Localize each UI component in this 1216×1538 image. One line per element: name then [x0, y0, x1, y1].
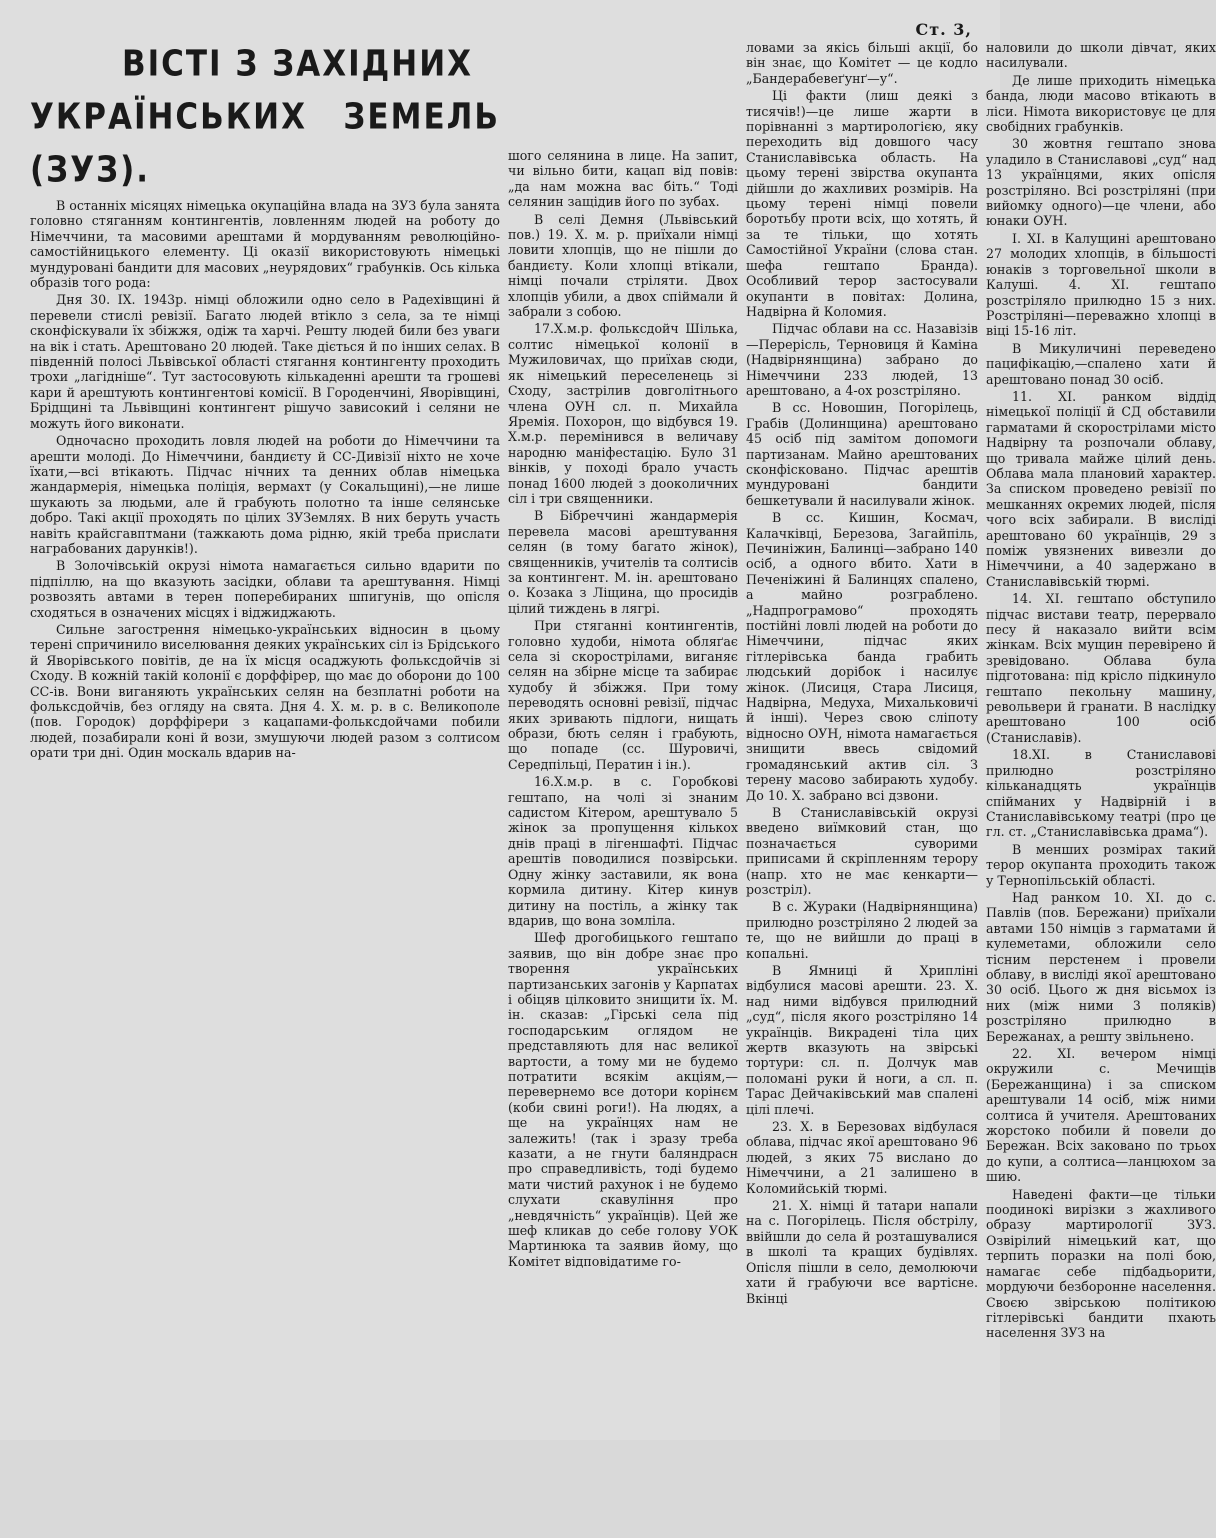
paragraph: Одночасно проходить ловля людей на роботи до Німеччини та арешти молоді. До Німеччини, бандиєту й СС-Дивізії ніхто не хоче їхати,—всі втікають. Підчас нічних та денних облав німецька жандармерія, німецька поліція, вермахт (у Сокальщині),—не лише шукають за людьми, але й грабують полотно та інше селянське добро. Такі акції проходять по цілих ЗУЗемлях. В них беруть участь навіть крайсгавптмани (тажкають дома рідню, якій треба прислати награбованих дарунків!). [30, 433, 500, 556]
paragraph: 21. Х. німці й татари напали на с. Погорілець. Після обстрілу, ввійшли до села й розташувалися в школі та кращих будівлях. Опісля пішли в село, демолюючи хати й грабуючи все вартісне. Вкінці [746, 1198, 978, 1306]
paragraph: ловами за якісь більші акції, бо він знає, що Комітет — це кодло „Бандерабевеґунґ—у“. [746, 40, 978, 86]
column-3 [746, 40, 978, 1430]
paragraph: В Микуличині переведено пацифікацію,—спалено хати й арештовано понад 30 осіб. [986, 340, 1216, 387]
paragraph: I. XI. в Калущині арештовано 27 молодих хлопців, в більшості юнаків з торговельної школи в Калуші. 4. XI. гештапо розстріляло прилюдно 15 з них. Розстріляні—переважно хлопці в віці 15-16 літ. [986, 230, 1216, 339]
article-headline [30, 38, 500, 197]
headline-line-2: УКРАЇНСЬКИХ ЗЕМЕЛЬ (ЗУЗ). [30, 96, 500, 191]
paragraph: В сс. Новошин, Погорілець, Грабів (Долинщина) арештовано 45 осіб під замітом допомоги партизанам. Майно арештованих сконфісковано. Підчас арештів мундуровані бандити бешкетували й насилували жінок. [746, 400, 978, 508]
paragraph: Над ранком 10. XI. до с. Павлів (пов. Бережани) приїхали автами 150 німців з гарматами й кулеметами, обложили село тісним перстенем і провели облаву, в висліді якої арештовано 30 осіб. Цього ж дня вісьмох із них (між ними 3 поляків) розстріляно прилюдно в Бережанах, а решту звільнено. [986, 889, 1216, 1044]
paragraph: Дня 30. IX. 1943р. німці обложили одно село в Радехівщині й перевели стислі ревізії. Багато людей втікло з села, за те німці сконфіскували їх збіжжя, одіж та харчі. Решту людей били без уваги на вік і стать. Арештовано 20 людей. Таке діється й по інших селах. В південній полосі Львівської області стягання контингенту проходить трохи „лагідніше“. Тут застосовують кількаденні арешти та грошеві кари й арештують контингентові комісії. В Городенчині, Яворівщині, Брідщині та Львівщині контингент рішучо зависокий і селяни не можуть його виконати. [30, 292, 500, 431]
article-columns [30, 40, 1216, 1430]
paragraph: наловили до школи дівчат, яких насилували. [986, 40, 1216, 71]
paragraph: 16.Х.м.р. в с. Горобкові гештапо, на чолі зі знаним садистом Кітером, арештувало 5 жінок за пропущення кількох днів праці в лігеншафті. Підчас арештів поводилися позвірськи. Одну жінку заставили, як вона кормила дитину. Кітер кинув дитину на постіль, а жінку так вдарив, що вона зомліла. [508, 774, 738, 928]
paragraph: Шеф дрогобицького гештапо заявив, що він добре знає про творення українських партизанських загонів у Карпатах і обіцяв цілковито знищити їх. М. ін. сказав: „Гірські села під господарським оглядом не представляють для нас великої вартости, а тому ми не будемо потратити всякім акціям,—перевернемо все дотори корінєм (коби свині роги!). На людях, а ще на українцях нам не залежить! (так і зразу треба казати, а не гнути баляндрасн про справедливість, тоді будемо мати чистий рахунок і не будемо слухати скавуління про „невдячність“ українців). Цей же шеф кликав до себе голову УОК Мартинюка та заявив йому, що Комітет відповідатиме го- [508, 930, 738, 1269]
column-2 [508, 148, 738, 1538]
paragraph: В Станиславівській окрузі введено виїмковий стан, що позначається суворими приписами й скріпленням терору (напр. хто не має кенкарти—розстріл). [746, 804, 978, 897]
paragraph: Сильне загострення німецько-українських відносин в цьому терені спричинило виселювання деяких українських сіл із Брідського й Яворівського повітів, де на їх місця осаджують фольксдойчів зі Сходу. В кожній такій колонії є дорффірер, що має до оборони до 100 СС-ів. Вони виганяють українських селян на безплатні роботи на фольксдойчів, без огляду на свята. Дня 4. Х. м. р. в с. Великополе (пов. Городок) дорффірери з кацапами-фольксдойчами побили людей, позабирали коні й вози, змушуючи людей разом з солтисом орати три дні. Один москаль вдарив на- [30, 621, 500, 761]
paragraph: 18.XI. в Станиславові прилюдно розстріляно кільканадцять українців спійманих у Надвірній і в Станиславівському театрі (про це гл. ст. „Станиславівська драма“). [986, 747, 1216, 840]
paragraph: В с. Жураки (Надвірнянщина) прилюдно розстріляно 2 людей за те, що не вийшли до праці в копальні. [746, 899, 978, 961]
paragraph: Підчас облави на сс. Назавізів—Перерісль, Терновиця й Каміна (Надвірнянщина) забрано до Німеччини 233 людей, 13 арештовано, а 4-ох розстріляно. [746, 321, 978, 398]
paragraph: 30 жовтня гештапо знова уладило в Станиславові „суд“ над 13 українцями, яких опісля розстріляно. Всі розстріляні (при вийомку одного)—це члени, або юнаки ОУН. [986, 136, 1216, 229]
paragraph: В Бібреччині жандармерія перевела масові арештування селян (в тому багато жінок), священників, учителів та солтисів за контингент. М. ін. арештовано о. Козака з Ліщина, що просидів цілий тиждень в лягрі. [508, 508, 738, 616]
paragraph: 17.Х.м.р. фольксдойч Шілька, солтис німецької колонії в Мужиловичах, що приїхав сюди, як німецький переселенець зі Сходу, застрілив довголітнього члена ОУН сл. п. Михайла Яремія. Похорон, що відбувся 19. Х.м.р. перемінився в величаву народню маніфестацію. Було 31 вінків, у поході брало участь понад 1600 людей з дооколичних сіл і три священники. [508, 321, 738, 506]
paragraph: шого селянина в лице. На запит, чи вільно бити, кацап від повів: „да нам можна вас біть.“ Тоді селянин защідив його по зубах. [508, 148, 738, 210]
paragraph: Ці факти (лиш деякі з тисячів!)—це лише жарти в порівнанні з мартирологією, яку переходить від довшого часу Станиславівська область. На цьому терені звірства окупанта дійшли до жахливих розмірів. На цьому терені німці повели боротьбу проти всіх, що хотять, й за те тільки, що хотять Самостійної України (слова стан. шефа гештапо Бранда). Особливий терор застосували окупанти в повітах: Долина, Надвірна й Коломия. [746, 88, 978, 319]
paragraph: 23. Х. в Березовах відбулася облава, підчас якої арештовано 96 людей, з яких 75 вислано до Німеччини, а 21 залишено в Коломийській тюрмі. [746, 1119, 978, 1196]
paragraph: В менших розмірах такий терор окупанта проходить також у Тернопільській області. [986, 841, 1216, 888]
paragraph: В останніх місяцях німецька окупаційна влада на ЗУЗ була занята головно стяганням контингентів, ловленням людей на роботу до Німеччини, та масовими арештами й мордуванням революційно-самостійницького елементу. Ці оказії використовують німецькі мундуровані бандити для масових „неурядових“ грабунків. Ось кілька образів того рода: [30, 198, 500, 291]
paragraph: В Ямниці й Хрипліні відбулися масові арешти. 23. Х. над ними відбувся прилюдний „суд“, після якого розстріляно 14 українців. Викрадені тіла цих жертв вказують на звірські тортури: сл. п. Долчук мав поломані руки й ноги, а сл. п. Тарас Дейчаківський мав спалені цілі плечі. [746, 962, 978, 1117]
column-1 [30, 40, 500, 1430]
paragraph: 14. XI. гештапо обступило підчас вистави театр, перервало песу й наказало вийти всім жінкам. Всіх мущин перевірено й зревідовано. Облава була підготована: під крісло підкинуло гештапо пекольну машину, револьвери й гранати. В наслідку арештовано 100 осіб (Станиславів). [986, 591, 1216, 745]
paragraph: 22. XI. вечером німці окружили с. Мечищів (Бережанщина) і за списком арештували 14 осіб, між ними солтиса й учителя. Арештованих жорстоко побили й повели до Бережан. Всіх заковано по трьох до купи, а солтиса—ланцюхом за шию. [986, 1046, 1216, 1185]
paragraph: Наведені факти—це тільки поодинокі вирізки з жахливого образу мартирології ЗУЗ. Озвірілий німецький кат, що терпить поразки на полі бою, намагає себе підбадьорити, мордуючи безборонне населення. Своєю звірською політикою гітлерівські бандити пхають населення ЗУЗ на [986, 1186, 1216, 1341]
paragraph: 11. XI. ранком віддід німецької поліції й СД обставили гарматами й скорострілами місто Надвірну та розпочали облаву, що тривала майже цілий день. Облава мала плановий характер. За списком проведено ревізії по мешканнях окремих людей, після чого всіх забирали. В висліді арештовано 60 українців, 29 з поміж увязнених вивезли до Німеччини, а 40 задержано в Станиславівській тюрмі. [986, 388, 1216, 589]
paragraph: В селі Демня (Львівський пов.) 19. Х. м. р. приїхали німці ловити хлопців, що не пішли до бандиєту. Коли хлопці втікали, німці почали стріляти. Двох хлопців убили, а двох спіймали й забрали з собою. [508, 211, 738, 320]
page-number: Ст. 3, [915, 20, 972, 39]
paragraph: В сс. Кишин, Космач, Калачківці, Березова, Загайпіль, Печиніжин, Балинці—забрано 140 осіб, а одного вбито. Хати в Печеніжині й Балинцях спалено, а майно розграблено. „Надпрограмово“ проходять постійні ловлі людей на роботи до Німеччини, підчас яких гітлерівська банда грабить людський дорібок і насилує жінок. (Лисиця, Стара Лисиця, Надвірна, Медуха, Михальковичі й інші). Через свою сліпоту відносно ОУН, німота намагається знищити ввесь свідомий громадянський актив сіл. З терену масово забирають худобу. До 10. Х. забрано всі дзвони. [746, 510, 978, 803]
column-4 [986, 40, 1216, 1430]
paragraph: Де лише приходить німецька банда, люди масово втікають в ліси. Німота використовує це для свобідних грабунків. [986, 72, 1216, 135]
paragraph: В Золочівській окрузі німота намагається сильно вдарити по підпіллю, на що вказують засідки, облави та арештування. Німці розвозять автами в терен поперебираних шпигунів, що опісля сходяться в означених місцях і віджиджають. [30, 558, 500, 620]
headline-line-1: ВІСТІ З ЗАХІДНИХ [122, 43, 474, 85]
paragraph: При стяганні контингентів, головно худоби, німота обляґає села зі скорострілами, виганяє селян на збірне місце та забирає худобу й збіжжя. При тому переводять основні ревізії, підчас яких зривають підлоги, нищать образи, бють селян і грабують, що попаде (сс. Шуровичі, Середпільці, Ператин і ін.). [508, 618, 738, 772]
